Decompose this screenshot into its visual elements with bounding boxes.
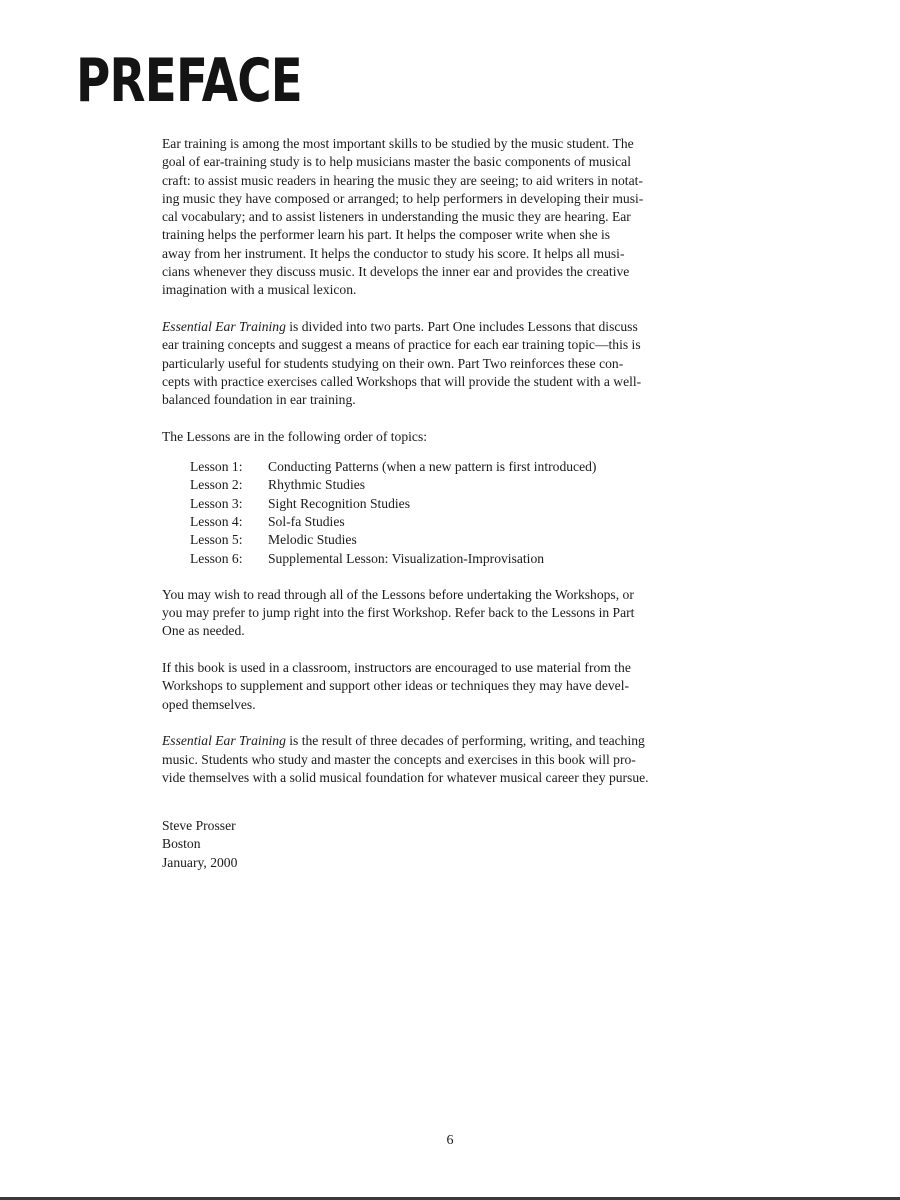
- text-line: craft: to assist music readers in hearing the music they are seeing; to aid writers in notat-: [162, 172, 643, 188]
- text-line: music. Students who study and master the concepts and exercises in this book will pro-: [162, 751, 636, 767]
- lesson-number: Lesson 5:: [190, 532, 243, 548]
- signature-date: January, 2000: [162, 854, 238, 870]
- text-line: goal of ear-training study is to help musicians master the basic components of musical: [162, 154, 631, 170]
- list-item: [190, 513, 752, 531]
- lesson-number: Lesson 6:: [190, 550, 243, 566]
- list-item: [190, 495, 752, 513]
- lesson-topic: Supplemental Lesson: Visualization-Improvisation: [268, 550, 545, 566]
- book-title: Essential Ear Training: [162, 733, 286, 749]
- text-line: balanced foundation in ear training.: [162, 392, 356, 408]
- book-title: Essential Ear Training: [162, 318, 286, 334]
- text-line: cians whenever they discuss music. It develops the inner ear and provides the creative: [162, 264, 630, 280]
- author-place: Boston: [162, 836, 201, 852]
- lesson-topic: Melodic Studies: [268, 532, 357, 548]
- lesson-number: Lesson 3:: [190, 495, 243, 511]
- list-item: [190, 458, 752, 476]
- lesson-topic: Sol-fa Studies: [268, 513, 345, 529]
- paragraph-intro: [162, 135, 752, 300]
- text-line: cepts with practice exercises called Workshops that will provide the student with a well-: [162, 373, 642, 389]
- list-item: [190, 550, 752, 568]
- text-line: cal vocabulary; and to assist listeners in understanding the music they are hearing. Ear: [162, 209, 631, 225]
- text-line: imagination with a musical lexicon.: [162, 282, 357, 298]
- text-line: ear training concepts and suggest a means of practice for each ear training topic—this is: [162, 337, 641, 353]
- text-fragment: is the result of three decades of performing, writing, and teaching: [285, 733, 645, 749]
- text-fragment: is divided into two parts. Part One includes Lessons that discuss: [285, 318, 638, 334]
- preface-body: [162, 135, 752, 872]
- text-line: [162, 732, 752, 750]
- signature-block: [162, 817, 752, 872]
- lesson-topic: Rhythmic Studies: [268, 477, 366, 493]
- paragraph-structure: [162, 318, 752, 409]
- text-line: particularly useful for students studying on their own. Part Two reinforces these con-: [162, 355, 624, 371]
- text-line: One as needed.: [162, 623, 245, 639]
- page-title: PREFACE: [76, 46, 302, 116]
- text-line: oped themselves.: [162, 696, 256, 712]
- text-line: If this book is used in a classroom, instructors are encouraged to use material from the: [162, 660, 631, 676]
- page-number: 6: [446, 1133, 454, 1148]
- lessons-intro: [162, 428, 752, 446]
- lesson-topic: Conducting Patterns (when a new pattern is first introduced): [268, 459, 597, 475]
- text-line: ing music they have composed or arranged; to help performers in developing their musi-: [162, 190, 644, 206]
- text-line: Workshops to supplement and support other ideas or techniques they may have devel-: [162, 678, 630, 694]
- paragraph-closing: [162, 732, 752, 787]
- paragraph-workshops: [162, 586, 752, 641]
- lessons-list: [190, 458, 752, 568]
- list-item: [190, 531, 752, 549]
- text-line: training helps the performer learn his part. It helps the composer write when she is: [162, 227, 611, 243]
- text-line: away from her instrument. It helps the conductor to study his score. It helps all musi-: [162, 245, 625, 261]
- lesson-number: Lesson 1:: [190, 459, 243, 475]
- author-name: Steve Prosser: [162, 818, 236, 834]
- text-line: you may prefer to jump right into the first Workshop. Refer back to the Lessons in Part: [162, 605, 635, 621]
- list-item: [190, 476, 752, 494]
- paragraph-classroom: [162, 659, 752, 714]
- text-line: You may wish to read through all of the Lessons before undertaking the Workshops, or: [162, 586, 634, 602]
- text-line: Ear training is among the most important skills to be studied by the music student. The: [162, 136, 634, 151]
- lesson-topic: Sight Recognition Studies: [268, 495, 410, 511]
- lesson-number: Lesson 2:: [190, 477, 243, 493]
- text-line: vide themselves with a solid musical foundation for whatever musical career they pursue.: [162, 769, 649, 785]
- text-line: The Lessons are in the following order of topics:: [162, 428, 428, 444]
- lesson-number: Lesson 4:: [190, 513, 243, 529]
- text-line: [162, 318, 752, 336]
